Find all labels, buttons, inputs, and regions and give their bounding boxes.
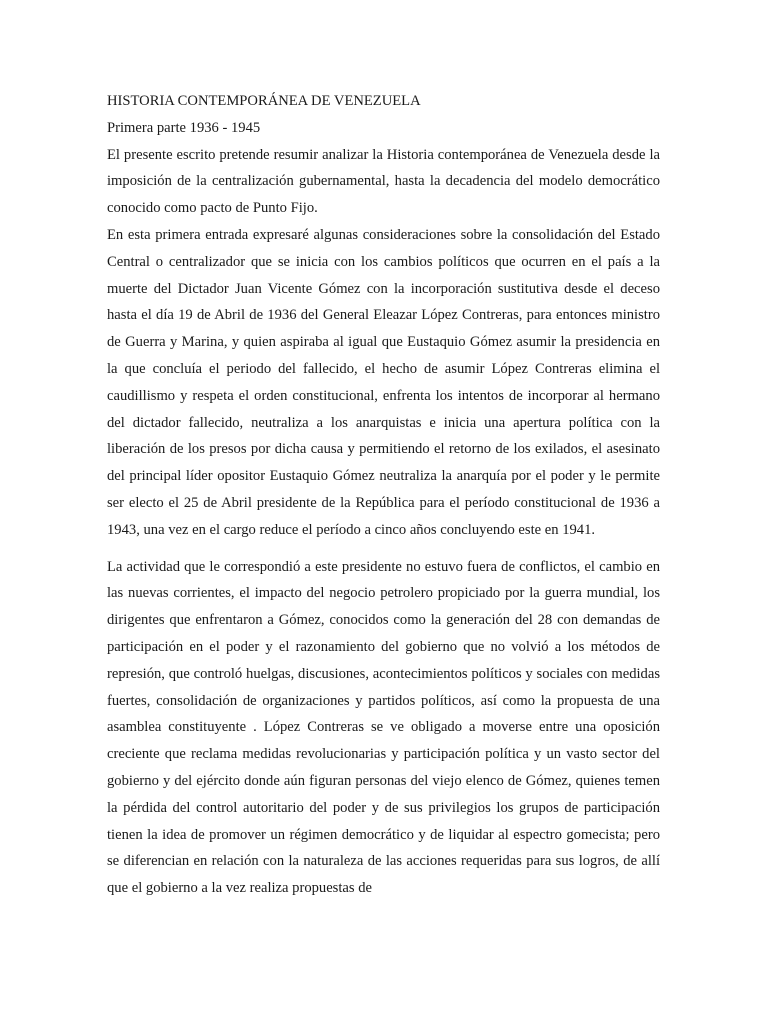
paragraph-actividad: La actividad que le correspondió a este presidente no estuvo fuera de conflictos, el cambio en las nuevas corrientes, el impacto del negocio petrolero propiciado por la guerra mundial, los dirigentes que enfrentaron a Gómez, conocidos como la generación del 28 con demandas de participación en el poder y el razonamiento del gobierno que no volvió a los métodos de represión, que controló huelgas, discusiones, acontecimientos políticos y sociales con medidas fuertes, consolidación de organizaciones y partidos políticos, así como la propuesta de una asamblea constituyente . López Contreras se ve obligado a moverse entre una oposición creciente que reclama medidas revolucionarias y participación política y un vasto sector del gobierno y del ejército donde aún figuran personas del viejo elenco de Gómez, quienes temen la pérdida del control autoritario del poder y de sus privilegios los grupos de participación tienen la idea de promover un régimen democrático y de liquidar al espectro gomecista; pero se diferencian en relación con la naturaleza de las acciones requeridas para sus logros, de allí que el gobierno a la vez realiza propuestas de: [107, 558, 660, 897]
paragraph-lopez-contreras: En esta primera entrada expresaré algunas consideraciones sobre la consolidación del Estado Central o centralizador que se inicia con los cambios políticos que ocurren en el país a la muerte del Dictador Juan Vicente Gómez con la incorporación sustitutiva desde el deceso hasta el día 19 de Abril de 1936 del General Eleazar López Contreras, para entonces ministro de Guerra y Marina, y quien aspiraba al igual que Eustaquio Gómez asumir la presidencia en la que concluía el periodo del fallecido, el hecho de asumir López Contreras elimina el caudillismo y respeta el orden constitucional, enfrenta los intentos de incorporar al hermano del dictador fallecido, neutraliza a los anarquistas e inicia una apertura política con la liberación de los presos por dicha causa y permitiendo el retorno de los exilados, el asesinato del principal líder opositor Eustaquio Gómez neutraliza la anarquía por el poder y le permite ser electo el 25 de Abril presidente de la República para el período constitucional de 1936 a 1943, una vez en el cargo reduce el período a cinco años concluyendo este en 1941.: [107, 226, 660, 538]
paragraph-intro: El presente escrito pretende resumir analizar la Historia contemporánea de Venezuela desde la imposición de la centralización gubernamental, hasta la decadencia del modelo democrático conocido como pacto de Punto Fijo.: [107, 146, 660, 217]
document-subtitle: Primera parte 1936 - 1945: [107, 119, 261, 136]
document-page: [107, 88, 660, 902]
document-title: HISTORIA CONTEMPORÁNEA DE VENEZUELA: [107, 93, 421, 109]
